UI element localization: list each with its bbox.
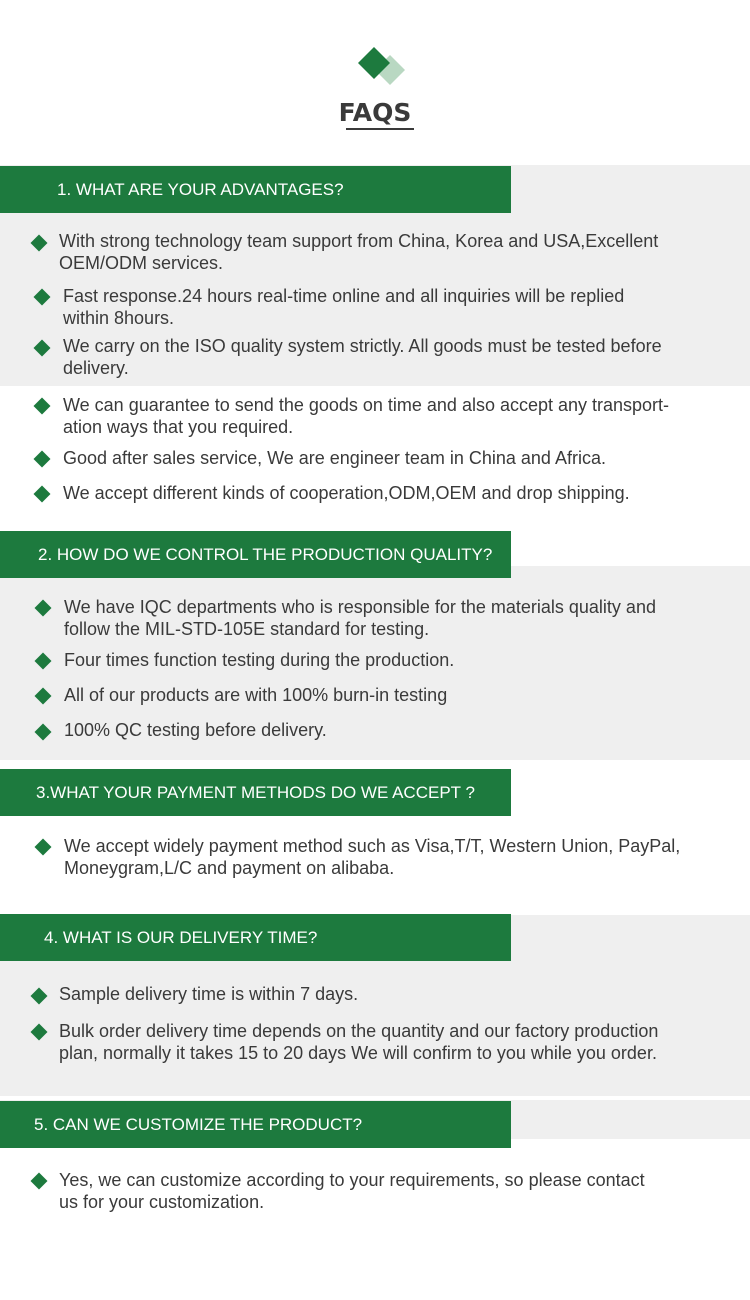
- list-item: We carry on the ISO quality system strictly. All goods must be tested before delivery.: [63, 336, 662, 378]
- title-underline: [346, 128, 414, 130]
- section-1-header: 1. WHAT ARE YOUR ADVANTAGES?: [0, 166, 511, 213]
- bullet-icon: [34, 398, 51, 415]
- list-item: We accept widely payment method such as Visa,T/T, Western Union, PayPal, Moneygram,L/C and payment on alibaba.: [64, 836, 681, 878]
- list-item: Bulk order delivery time depends on the quantity and our factory production plan, normally it takes 15 to 20 days We will confirm to you while you order.: [59, 1021, 659, 1063]
- list-item: We can guarantee to send the goods on time and also accept any transport- ation ways that you required.: [63, 395, 670, 437]
- list-item: Yes, we can customize according to your requirements, so please contact us for your customization.: [59, 1170, 645, 1212]
- bullet-icon: [35, 839, 52, 856]
- list-item: 100% QC testing before delivery.: [64, 720, 327, 740]
- section-3-header: 3.WHAT YOUR PAYMENT METHODS DO WE ACCEPT ?: [0, 769, 511, 816]
- bullet-icon: [31, 1173, 48, 1190]
- list-item: Four times function testing during the production.: [64, 650, 455, 670]
- section-2-header: 2. HOW DO WE CONTROL THE PRODUCTION QUALITY?: [0, 531, 511, 578]
- list-item: All of our products are with 100% burn-in testing: [64, 685, 448, 705]
- double-diamond-icon: [355, 45, 410, 90]
- page-title: FAQS: [338, 98, 412, 127]
- section-4-header: 4. WHAT IS OUR DELIVERY TIME?: [0, 914, 511, 961]
- bullet-icon: [34, 451, 51, 468]
- list-item: Fast response.24 hours real-time online and all inquiries will be replied within 8hours.: [63, 286, 625, 328]
- bullet-icon: [34, 486, 51, 503]
- list-item: With strong technology team support from China, Korea and USA,Excellent OEM/ODM services.: [59, 231, 659, 273]
- list-item: We have IQC departments who is responsible for the materials quality and follow the MIL-STD-105E standard for testing.: [64, 597, 656, 639]
- list-item: We accept different kinds of cooperation,ODM,OEM and drop shipping.: [63, 483, 630, 503]
- list-item: Good after sales service, We are engineer team in China and Africa.: [63, 448, 606, 468]
- list-item: Sample delivery time is within 7 days.: [59, 984, 359, 1004]
- section-5-header: 5. CAN WE CUSTOMIZE THE PRODUCT?: [0, 1101, 511, 1148]
